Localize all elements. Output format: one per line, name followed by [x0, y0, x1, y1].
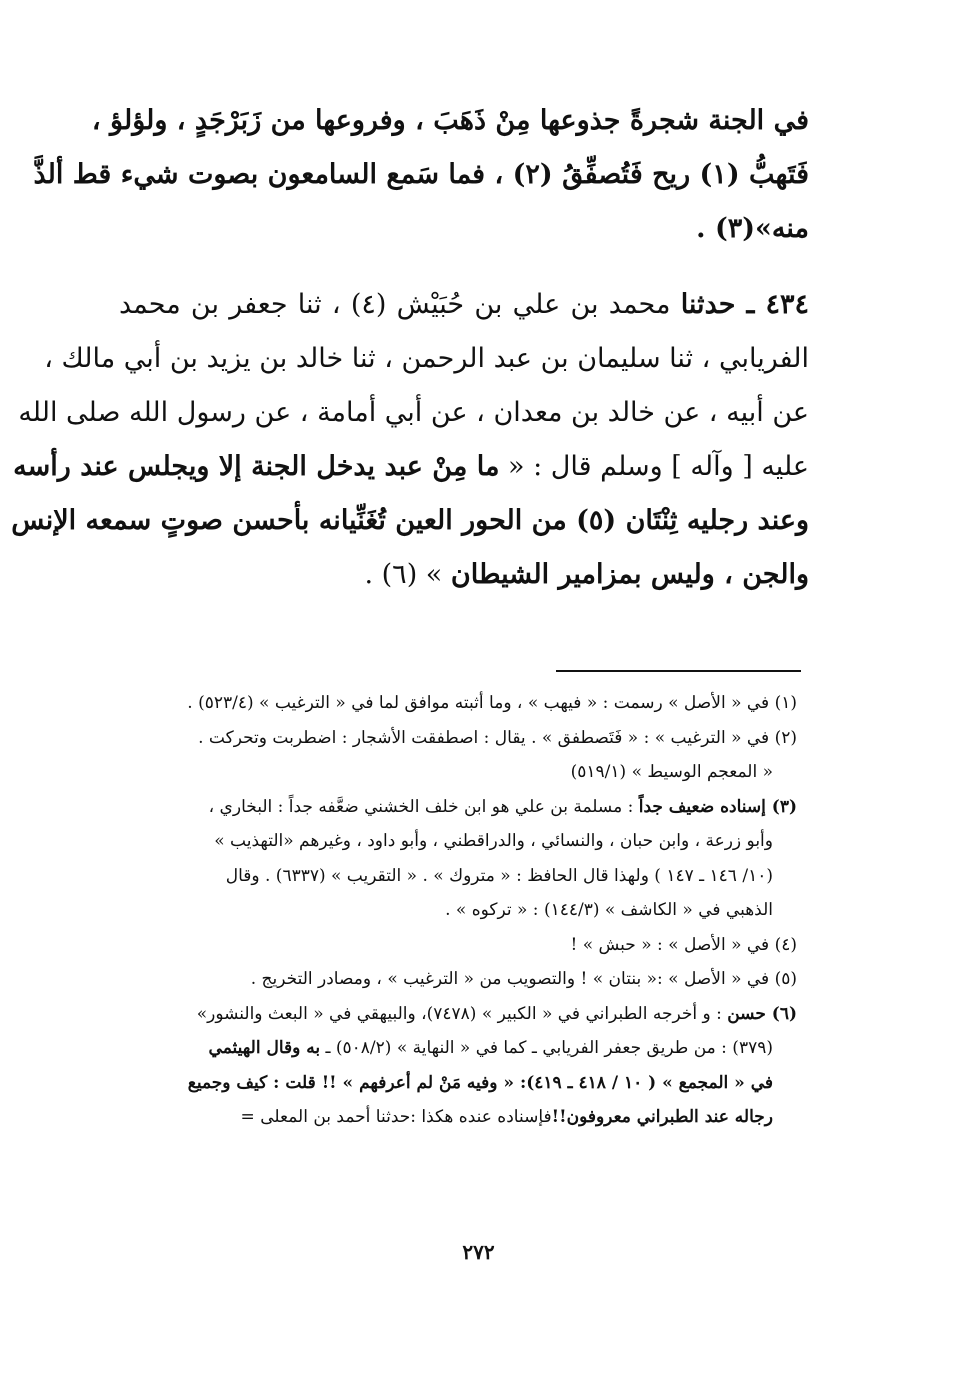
hadith-line: [119, 548, 809, 602]
footnote-4: (٤) في « الأصل » : « حبش » !: [570, 934, 797, 955]
isnad-text: عليه [ وآله ] وسلم قال : «: [499, 451, 809, 482]
footnote-3: [157, 790, 797, 825]
footnote-6-continued: [157, 1031, 797, 1066]
hadith-line: عن أبيه ، عن خالد بن معدان ، عن أبي أمامة ، عن رسول الله صلى الله: [18, 397, 809, 428]
footnote-1: (١) في « الأصل » رسمت : « فيهب » ، وما أثبته موافق لما في « الترغيب » (٥٢٣/٤) .: [187, 693, 797, 713]
hadith-line: [13, 440, 809, 494]
footnote-6: [157, 997, 797, 1032]
hadith-line: فَتَهبُّ (١) ريح فَتُصفِّقُ (٢) ، فما سَمع السامعون بصوت شيء قط ألذَّ: [33, 159, 809, 190]
page-number: ٢٧٢: [462, 1240, 495, 1264]
footnote-6-text: فإسناده عنده هكذا :حدثنا أحمد بن المعلى =: [240, 1107, 552, 1127]
footnote-3-continued: (١٠/ ١٤٦ ـ ١٤٧ ) ولهذا قال الحافظ : « متروك » . « التقريب » (٦٣٣٧) . وقال: [225, 865, 773, 886]
hadith-line: وعند رجليه ثِنْتَان (٥) من الحور العين تُغَنِّيانه بأحسن صوتٍ سمعه الإنس: [11, 505, 809, 536]
main-text: [11, 94, 809, 602]
footnote-6-grade: (٦) حسن: [727, 1003, 797, 1024]
matn-end: » (٦) .: [364, 559, 451, 590]
footnote-6-bold: رجاله عند الطبراني معروفون!!: [551, 1107, 773, 1127]
footnote-divider: [556, 670, 801, 672]
isnad-text: محمد بن علي بن حُبَيْش (٤) ، ثنا جعفر بن محمد: [119, 289, 681, 320]
footnotes: [157, 686, 797, 1135]
footnote-3-continued: الذهبي في « الكاشف » (١٤٤/٣) : « تركوه » .: [445, 900, 773, 920]
footnote-3-text: : مسلمة بن علي هو ابن خلف الخشني ضعَّفه جداً : البخاري ،: [208, 796, 639, 817]
footnote-2-continued: « المعجم الوسيط » (٥١٩/١): [570, 762, 773, 782]
footnote-6-text: : و أخرجه الطبراني في « الكبير » (٧٤٧٨)، والبيهقي في « البعث والنشور»: [196, 1003, 728, 1024]
footnote-2: (٢) في « الترغيب » : « فَتَصطفق » . يقال : اصطفقت الأشجار : اضطربت وتحركت .: [198, 727, 797, 748]
hadith-line: [119, 278, 809, 332]
matn-text: والجن ، وليس بمزامير الشيطان: [450, 559, 809, 590]
hadith-number: ٤٣٤ ـ حدثنا: [680, 289, 809, 320]
paragraph-gap: [119, 256, 809, 278]
footnote-6-continued: [157, 1100, 797, 1135]
hadith-line: منه»(٣) .: [696, 213, 809, 244]
footnote-3-grade: (٣) إسناده ضعيف جداً: [638, 796, 797, 817]
footnote-6-text: (٣٧٩) : من طريق جعفر الفريابي ـ كما في « النهاية » (٥٠٨/٢) ـ: [320, 1038, 773, 1058]
matn-text: ما مِنْ عبد يدخل الجنة إلا ويجلس عند رأسه: [13, 451, 500, 482]
footnote-3-continued: وأبو زرعة ، وابن حبان ، والنسائي ، والدراقطني ، وأبو داود ، وغيرهم «التهذيب »: [214, 831, 773, 851]
footnote-6-bold: به وقال الهيثمي: [208, 1038, 321, 1058]
hadith-line: الفريابي ، ثنا سليمان بن عبد الرحمن ، ثنا خالد بن يزيد بن أبي مالك ،: [44, 343, 809, 374]
footnote-6-continued: [157, 1066, 797, 1101]
footnote-5: (٥) في « الأصل » :« بنتان » ! والتصويب من « الترغيب » ، ومصادر التخريج .: [250, 969, 797, 989]
footnote-6-bold: في « المجمع » ( ١٠ / ٤١٨ ـ ٤١٩): « وفيه مَنْ لم أعرفهم » !! قلت : كيف وجميع: [187, 1072, 773, 1093]
hadith-line: في الجنة شجرةً جذوعها مِنْ ذَهَبَ ، وفروعها من زَبَرْجَدٍ ، ولؤلؤ ،: [91, 105, 809, 136]
